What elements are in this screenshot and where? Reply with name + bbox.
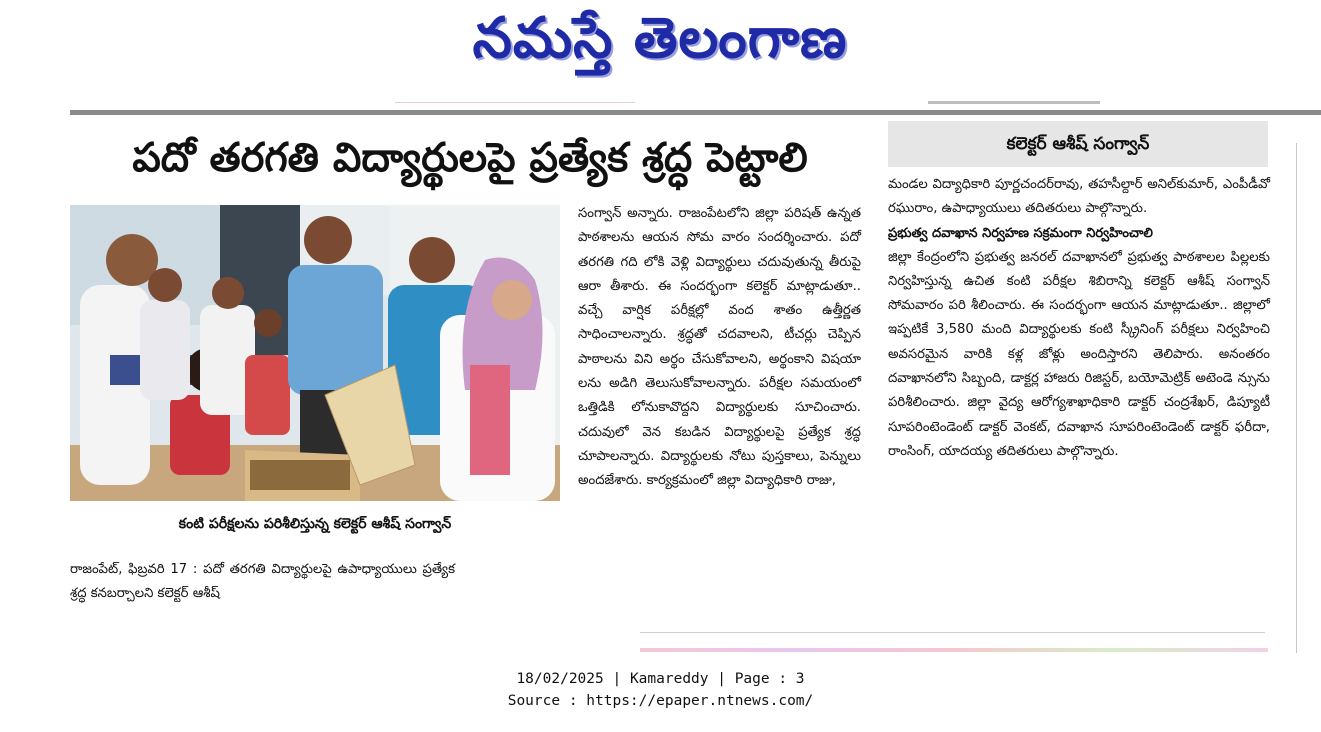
divider <box>395 102 635 103</box>
masthead-rule <box>70 110 1321 115</box>
masthead-logo: నమస్తే తెలంగాణ <box>472 6 848 71</box>
headline: పదో తరగతి విద్యార్థులపై ప్రత్యేక శ్రద్ధ పెట్టాలి <box>132 135 808 181</box>
article-paragraph: జిల్లా కేంద్రంలోని ప్రభుత్వ జనరల్ దవాఖానలో ప్రభుత్వ పాఠశాలల పిల్లలకు నిర్వహిస్తున్న ఉచిత కంటి పరీక్షల శిబిరాన్ని కలెక్టర్ ఆశీష్ సంగ్వాన్ సోమవారం పరి శీలించారు. ఈ సందర్భంగా ఆయన మాట్లాడుతూ.. జిల్లాలో ఇప్పటికే 3,580 మంది విద్యార్థులకు కంటి స్క్రీనింగ్ పరీక్షలు నిర్వహించి అవసరమైన వారికి కళ్ల జోళ్లు అందిస్తారని తెలిపారు. అనంతరం దవాఖానలోని సిబ్బంది, డాక్టర్ల హాజరు రిజిస్టర్, బయోమెట్రిక్ అటెండె న్సును పరిశీలించారు. జిల్లా వైద్య ఆరోగ్యశాఖాధికారి డాక్టర్ చంద్రశేఖర్, డిప్యూటీ సూపరింటెండెంట్ డాక్టర్ వెంకట్, దవాఖాన సూపరింటెండెంట్ డాక్టర్ ఫరీదా, రాంసింగ్, యాదయ్య తదితరులు పాల్గొన్నారు. <box>888 249 1270 459</box>
article-column-3 <box>888 173 1270 464</box>
article-column-2 <box>578 202 861 494</box>
side-heading: కలెక్టర్ ఆశీష్ సంగ్వాన్ <box>888 121 1268 167</box>
article-column-1 <box>70 558 455 607</box>
decorative-strip <box>640 648 1268 652</box>
column-divider <box>1296 143 1297 653</box>
divider <box>640 632 1265 633</box>
article-subheading: ప్రభుత్వ దవాఖాన నిర్వహణ సక్రమంగా నిర్వహించాలి <box>888 225 1153 241</box>
page-footer <box>0 668 1321 712</box>
article-paragraph: సంగ్వాన్ అన్నారు. రాజంపేటలోని జిల్లా పరిషత్ ఉన్నత పాఠశాలను ఆయన సోమ వారం సందర్శించారు. పదో తరగతి గది లోకి వెళ్లి విద్యార్థులు చదువుతున్న తీరుపై ఆరా తీశారు. ఈ సందర్భంగా కలెక్టర్ మాట్లాడుతూ.. వచ్చే వార్షిక పరీక్షల్లో వంద శాతం ఉత్తీర్ణత సాధించాలన్నారు. శ్రద్ధతో చదవాలని, టీచర్లు చెప్పిన పాఠాలను విని అర్థం చేసుకోవాలని, అర్థంకాని విషయా లను అడిగి తెలుసుకోవాలన్నారు. పరీక్షల సమయంలో ఒత్తిడికి లోనుకావొద్దని విద్యార్థులకు సూచించారు. చదువులో వెన కబడిన విద్యార్థులపై ప్రత్యేక శ్రద్ధ చూపాలన్నారు. విద్యార్థులకు నోటు పుస్తకాలు, పెన్నులు అందజేశారు. కార్యక్రమంలో జిల్లా విద్యాధికారి రాజు, <box>578 206 861 489</box>
masthead <box>0 0 1321 80</box>
photo-caption: కంటి పరీక్షలను పరిశీలిస్తున్న కలెక్టర్ ఆశీష్ సంగ్వాన్ <box>178 516 452 532</box>
source-link[interactable]: Source : https://epaper.ntnews.com/ <box>507 693 814 709</box>
article-paragraph: మండల విద్యాధికారి పూర్ణచందర్‌రావు, తహసీల్దార్ అనిల్‌కుమార్, ఎంపీడీవో రఘురాం, ఉపాధ్యాయులు తదితరులు పాల్గొన్నారు. <box>888 177 1270 217</box>
divider <box>928 101 1100 104</box>
news-photo <box>70 205 560 501</box>
edition-info: 18/02/2025 | Kamareddy | Page : 3 <box>516 671 805 687</box>
article-paragraph: రాజంపేట్, ఫిబ్రవరి 17 : పదో తరగతి విద్యార్థులపై ఉపాధ్యాయులు ప్రత్యేక శ్రద్ధ కనబర్చాలని కలెక్టర్ ఆశీష్ <box>70 562 455 602</box>
